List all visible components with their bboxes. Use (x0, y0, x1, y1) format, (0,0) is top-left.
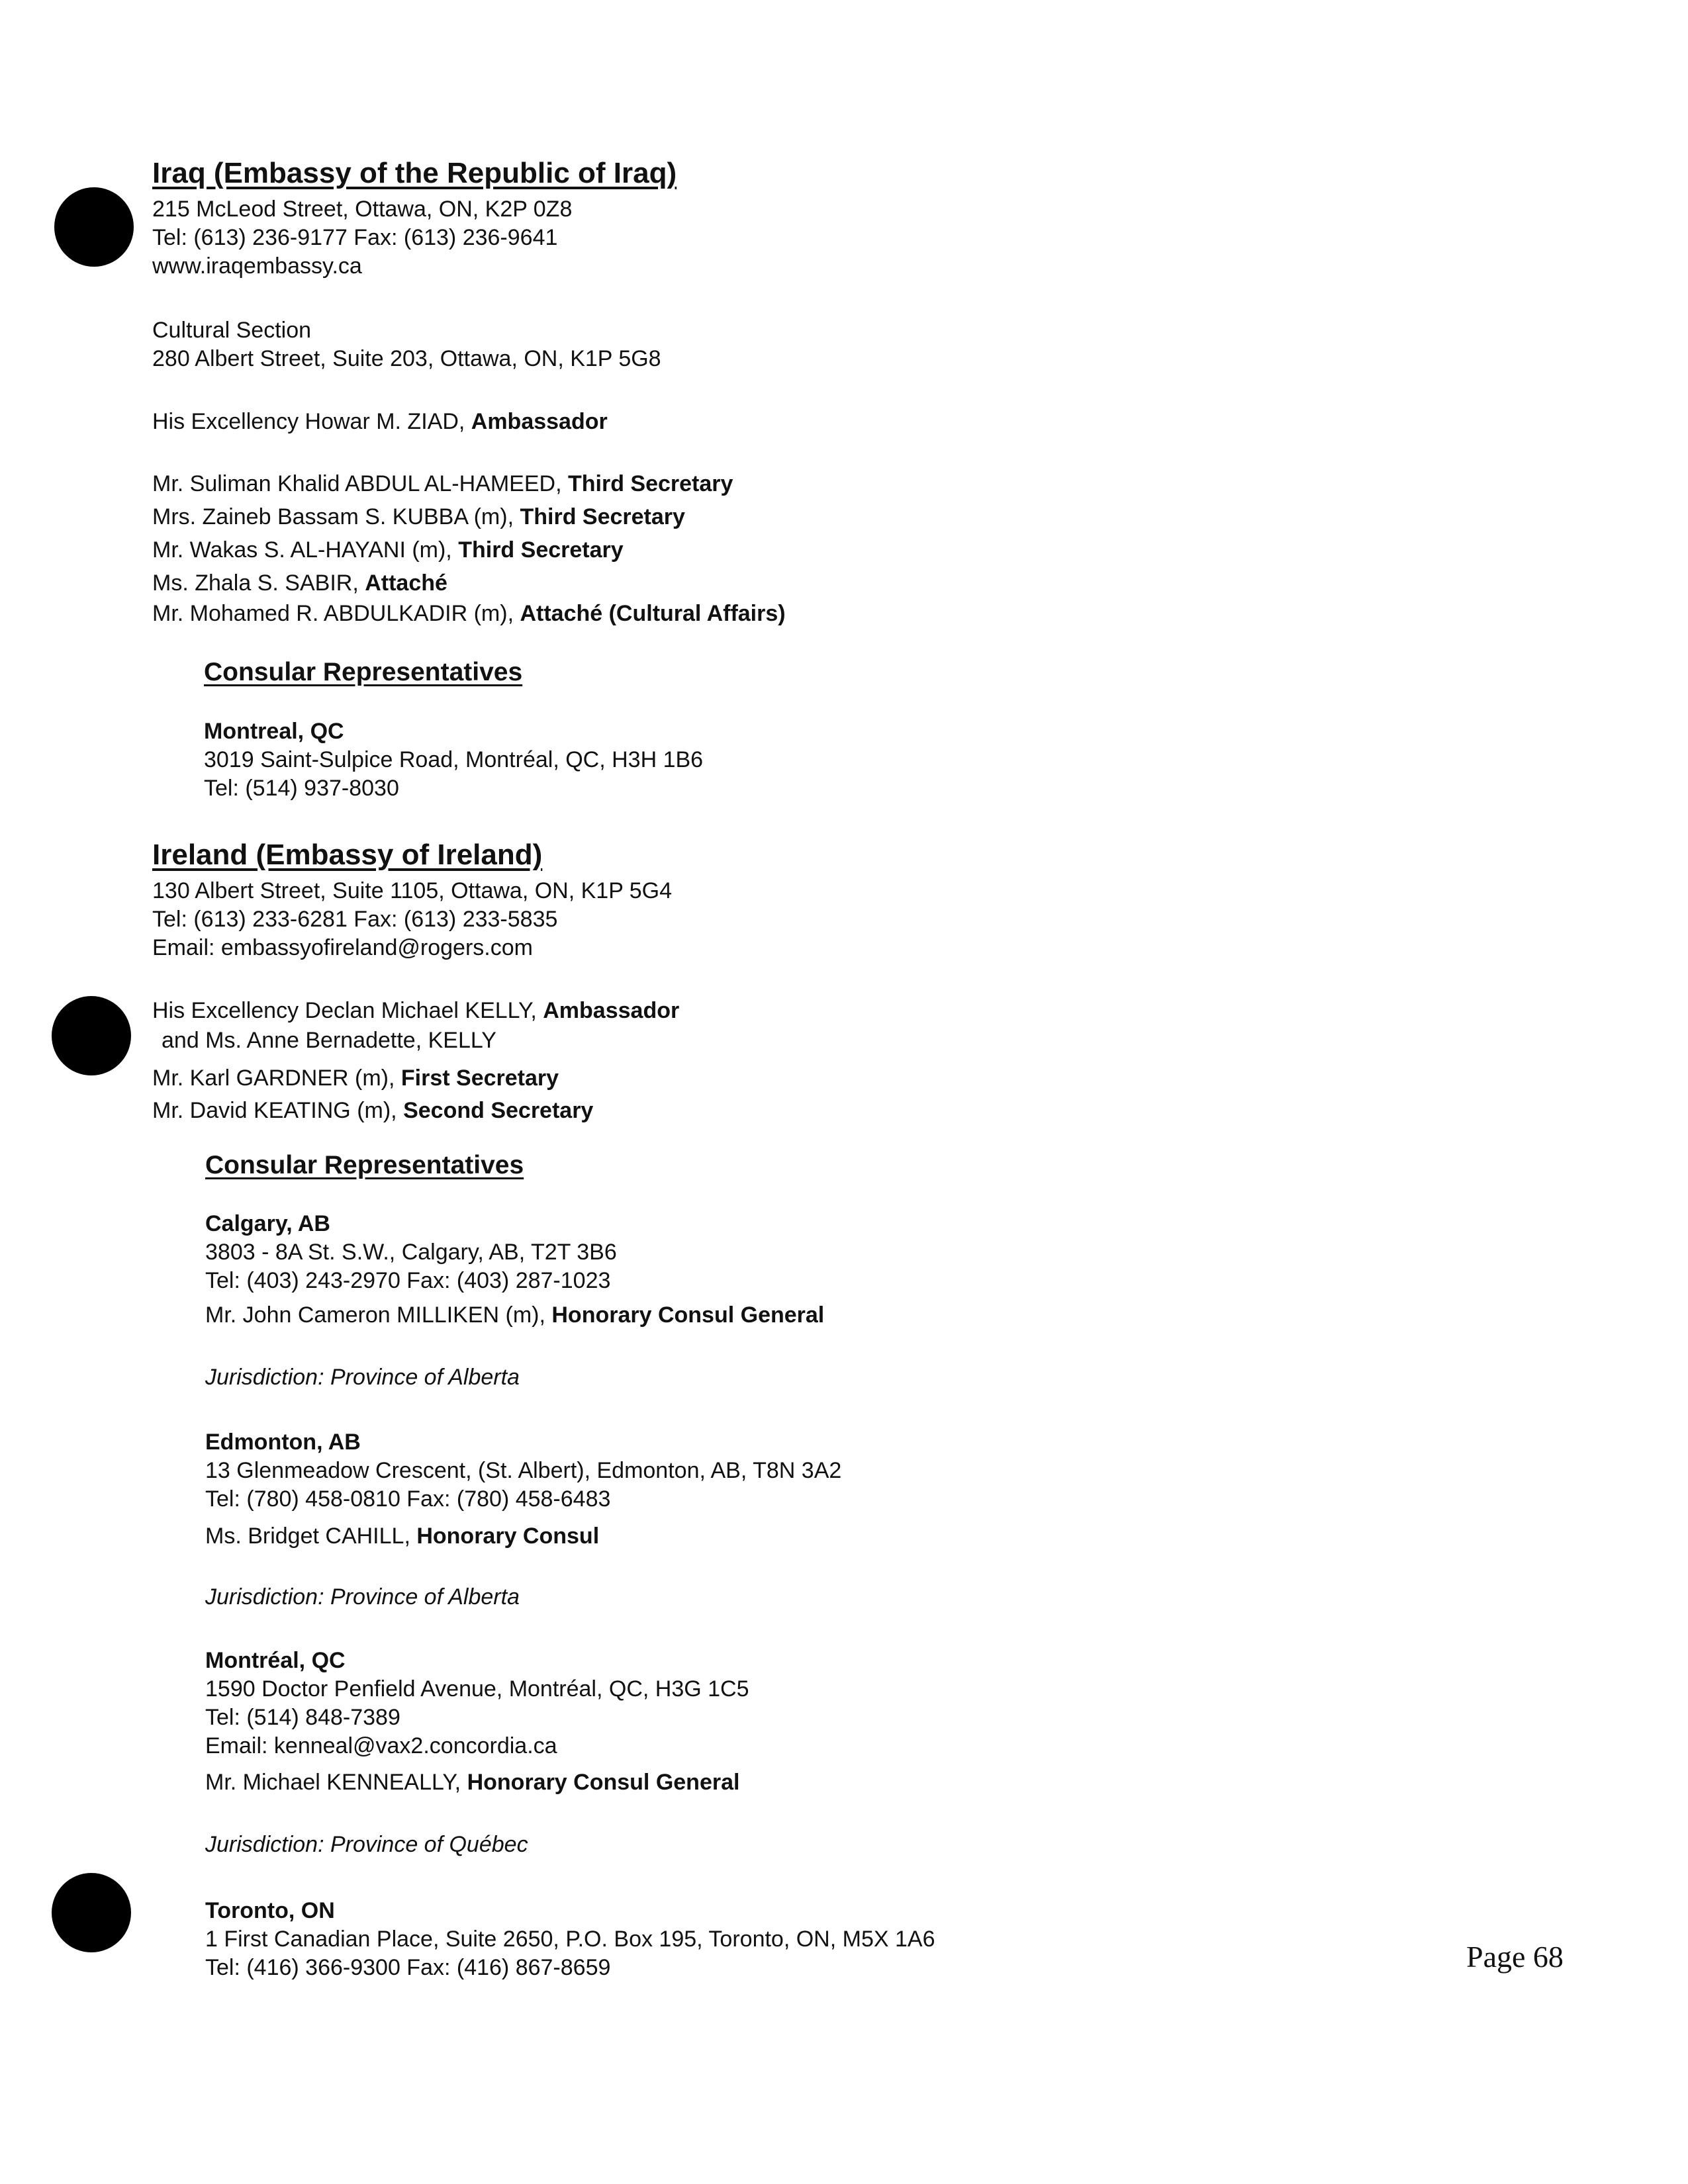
iraq-cultural-label: Cultural Section (152, 318, 312, 343)
person-title: Attaché (Cultural Affairs) (520, 601, 786, 626)
person-title: First Secretary (400, 1066, 559, 1091)
person-title: Ambassador (543, 998, 680, 1023)
person-title: Honorary Consul General (467, 1770, 740, 1795)
consulate-jurisdiction: Jurisdiction: Province of Québec (205, 1832, 528, 1857)
consulate-address: 1 First Canadian Place, Suite 2650, P.O. Box 195, Toronto, ON, M5X 1A6 (205, 1927, 935, 1952)
iraq-staff-row (152, 470, 733, 498)
person-title: Third Secretary (458, 537, 624, 563)
iraq-heading: Iraq (Embassy of the Republic of Iraq) (152, 157, 677, 189)
consulate-email: Email: kenneal@vax2.concordia.ca (205, 1733, 557, 1758)
consulate-jurisdiction: Jurisdiction: Province of Alberta (205, 1584, 520, 1610)
page-number: Page 68 (1466, 1940, 1564, 1974)
consulate-jurisdiction: Jurisdiction: Province of Alberta (205, 1365, 520, 1390)
person-name: Mrs. Zaineb Bassam S. KUBBA (m), (152, 504, 520, 529)
consulate-city: Montréal, QC (205, 1648, 346, 1673)
iraq-staff-row (152, 536, 624, 565)
iraq-cultural-address: 280 Albert Street, Suite 203, Ottawa, ON, K1P 5G8 (152, 346, 661, 371)
consulate-phone: Tel: (416) 366-9300 Fax: (416) 867-8659 (205, 1955, 611, 1980)
consulate-city: Edmonton, AB (205, 1430, 361, 1455)
consulate-phone: Tel: (403) 243-2970 Fax: (403) 287-1023 (205, 1268, 611, 1293)
ireland-heading: Ireland (Embassy of Ireland) (152, 839, 543, 871)
iraq-staff-row (152, 569, 447, 598)
consulate-representative (205, 1522, 599, 1551)
consulate-phone: Tel: (514) 848-7389 (205, 1705, 400, 1730)
consulate-address: 1590 Doctor Penfield Avenue, Montréal, QC, H3G 1C5 (205, 1676, 749, 1702)
consulate-city: Montreal, QC (204, 719, 344, 744)
consulate-representative (205, 1301, 824, 1330)
person-title: Honorary Consul General (551, 1302, 825, 1328)
consulate-address: 3803 - 8A St. S.W., Calgary, AB, T2T 3B6 (205, 1240, 617, 1265)
ireland-staff-row (152, 1097, 593, 1125)
consulate-city: Calgary, AB (205, 1211, 330, 1236)
iraq-website: www.iraqembassy.ca (152, 253, 362, 279)
person-title: Ambassador (471, 409, 608, 434)
person-name: Mr. Karl GARDNER (m), (152, 1066, 401, 1091)
person-name: Mr. Wakas S. AL-HAYANI (m), (152, 537, 459, 563)
iraq-address: 215 McLeod Street, Ottawa, ON, K2P 0Z8 (152, 197, 573, 222)
punch-hole (52, 996, 131, 1075)
iraq-staff-row (152, 600, 786, 628)
ireland-ambassador-spouse: and Ms. Anne Bernadette, KELLY (162, 1028, 496, 1053)
person-name: Ms. Bridget CAHILL, (205, 1524, 417, 1549)
person-name: Mr. John Cameron MILLIKEN (m), (205, 1302, 552, 1328)
iraq-ambassador (152, 408, 608, 436)
consulate-address: 13 Glenmeadow Crescent, (St. Albert), Edmonton, AB, T8N 3A2 (205, 1458, 842, 1483)
punch-hole (54, 187, 134, 267)
ireland-email: Email: embassyofireland@rogers.com (152, 935, 533, 960)
person-name: Mr. Suliman Khalid ABDUL AL-HAMEED, (152, 471, 568, 496)
consulate-city: Toronto, ON (205, 1898, 335, 1923)
consulate-phone: Tel: (780) 458-0810 Fax: (780) 458-6483 (205, 1486, 611, 1512)
iraq-consular-heading: Consular Representatives (204, 658, 523, 686)
person-name: Mr. David KEATING (m), (152, 1098, 404, 1123)
ireland-address: 130 Albert Street, Suite 1105, Ottawa, ON, K1P 5G4 (152, 878, 672, 903)
ireland-ambassador (152, 997, 679, 1025)
person-name: His Excellency Declan Michael KELLY, (152, 998, 543, 1023)
person-name: Ms. Zhala S. SABIR, (152, 570, 365, 596)
person-title: Second Secretary (403, 1098, 594, 1123)
iraq-staff-row (152, 503, 685, 531)
ireland-staff-row (152, 1064, 559, 1093)
person-name: Mr. Michael KENNEALLY, (205, 1770, 467, 1795)
iraq-phone: Tel: (613) 236-9177 Fax: (613) 236-9641 (152, 225, 558, 250)
person-title: Third Secretary (520, 504, 685, 529)
person-title: Honorary Consul (416, 1524, 600, 1549)
person-name: His Excellency Howar M. ZIAD, (152, 409, 471, 434)
person-title: Third Secretary (567, 471, 733, 496)
person-title: Attaché (365, 570, 447, 596)
ireland-phone: Tel: (613) 233-6281 Fax: (613) 233-5835 (152, 907, 558, 932)
ireland-consular-heading: Consular Representatives (205, 1151, 524, 1179)
consulate-address: 3019 Saint-Sulpice Road, Montréal, QC, H3H 1B6 (204, 747, 704, 772)
consulate-phone: Tel: (514) 937-8030 (204, 776, 399, 801)
consulate-representative (205, 1768, 739, 1797)
punch-hole (52, 1873, 131, 1952)
person-name: Mr. Mohamed R. ABDULKADIR (m), (152, 601, 520, 626)
